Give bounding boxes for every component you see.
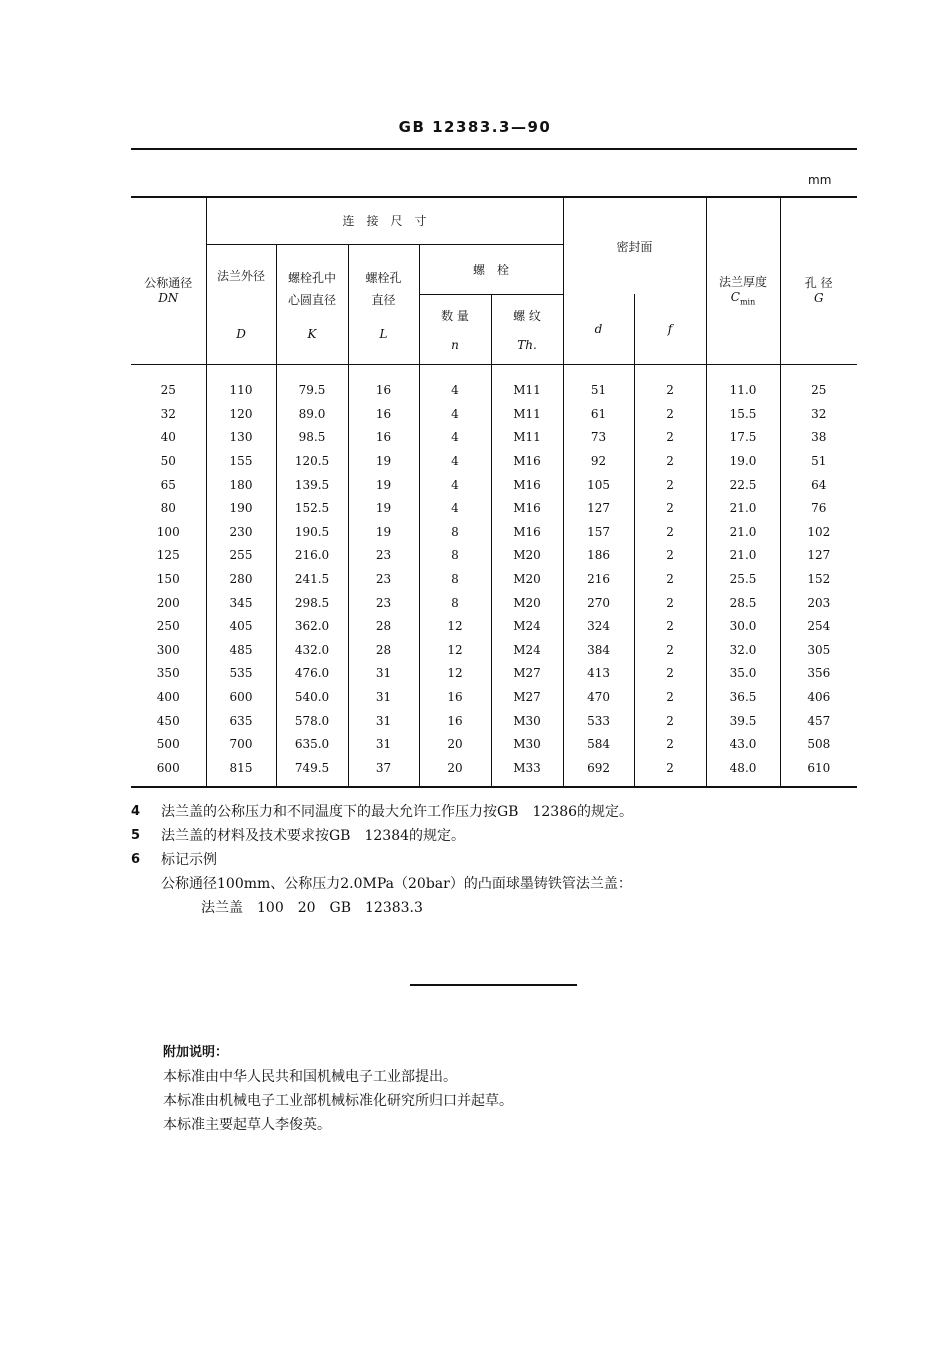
cell-d: 230 (206, 520, 276, 544)
cell-dn: 40 (160, 430, 176, 445)
cell-th: M33 (491, 756, 563, 787)
cell-k: 476.0 (276, 662, 348, 686)
cell-seal-f: 2 (634, 544, 706, 568)
cell-seal-d: 127 (563, 496, 634, 520)
cell-seal-f: 2 (634, 364, 706, 402)
table-row (131, 449, 857, 473)
cell-l: 31 (348, 709, 419, 733)
cell-l: 19 (348, 449, 419, 473)
cell-seal-f: 2 (634, 426, 706, 450)
cell-d: 405 (206, 614, 276, 638)
cell-seal-d: 186 (563, 544, 634, 568)
cell-th: M16 (491, 520, 563, 544)
cell-g: 38 (780, 426, 857, 450)
cell-seal-d: 533 (563, 709, 634, 733)
cell-cmin: 43.0 (706, 732, 780, 756)
cell-k: 79.5 (276, 364, 348, 402)
table-row (131, 364, 857, 402)
cell-l: 31 (348, 685, 419, 709)
cell-k: 152.5 (276, 496, 348, 520)
header-bolt-hole: 螺栓孔直径 L (348, 244, 419, 364)
cell-th: M27 (491, 662, 563, 686)
table-row (131, 402, 857, 426)
cell-seal-d: 216 (563, 567, 634, 591)
header-bolt-count: 数 量 n (419, 294, 491, 364)
cell-d: 815 (206, 756, 276, 787)
cell-k: 432.0 (276, 638, 348, 662)
additional-notes-title: 附加说明： (163, 1045, 229, 1060)
header-nominal-dn: 公称通径 DN (131, 197, 206, 364)
standard-code-header: GB 12383.3—90 (398, 118, 552, 136)
note-text: 标记示例 (161, 852, 217, 868)
table-row (131, 732, 857, 756)
cell-n: 16 (419, 685, 491, 709)
cell-seal-d: 157 (563, 520, 634, 544)
cell-th: M20 (491, 567, 563, 591)
cell-seal-f: 2 (634, 449, 706, 473)
cell-d: 280 (206, 567, 276, 591)
cell-dn: 300 (156, 642, 180, 657)
cell-g: 508 (780, 732, 857, 756)
additional-note-line: 本标准由中华人民共和国机械电子工业部提出。 (163, 1069, 457, 1085)
cell-n: 20 (419, 756, 491, 787)
cell-k: 362.0 (276, 614, 348, 638)
cell-th: M16 (491, 496, 563, 520)
cell-n: 12 (419, 614, 491, 638)
cell-g: 64 (780, 473, 857, 497)
table-row (131, 520, 857, 544)
cell-dn: 400 (156, 690, 180, 705)
cell-l: 31 (348, 732, 419, 756)
cell-seal-d: 51 (563, 364, 634, 402)
cell-seal-d: 692 (563, 756, 634, 787)
header-seal-f: f (634, 294, 706, 364)
cell-dn: 350 (156, 666, 180, 681)
header-seal-d: d (563, 294, 634, 364)
cell-cmin: 21.0 (706, 520, 780, 544)
cell-n: 8 (419, 520, 491, 544)
cell-cmin: 32.0 (706, 638, 780, 662)
cell-cmin: 19.0 (706, 449, 780, 473)
unit-label: mm (808, 173, 832, 187)
cell-seal-f: 2 (634, 496, 706, 520)
additional-note-line: 本标准主要起草人李俊英。 (163, 1117, 331, 1133)
cell-n: 12 (419, 662, 491, 686)
cell-seal-d: 324 (563, 614, 634, 638)
cell-th: M30 (491, 709, 563, 733)
cell-k: 749.5 (276, 756, 348, 787)
cell-g: 203 (780, 591, 857, 615)
cell-n: 4 (419, 473, 491, 497)
header-group-connection: 连 接 尺 寸 (206, 197, 563, 244)
cell-seal-f: 2 (634, 709, 706, 733)
cell-th: M20 (491, 591, 563, 615)
cell-d: 345 (206, 591, 276, 615)
cell-k: 120.5 (276, 449, 348, 473)
cell-dn: 200 (156, 595, 180, 610)
cell-seal-d: 270 (563, 591, 634, 615)
cell-d: 120 (206, 402, 276, 426)
cell-g: 406 (780, 685, 857, 709)
cell-k: 98.5 (276, 426, 348, 450)
cell-dn: 80 (160, 501, 176, 516)
cell-th: M11 (491, 426, 563, 450)
cell-d: 130 (206, 426, 276, 450)
cell-seal-d: 384 (563, 638, 634, 662)
cell-d: 155 (206, 449, 276, 473)
table-row (131, 662, 857, 686)
cell-th: M24 (491, 638, 563, 662)
cell-l: 23 (348, 544, 419, 568)
cell-d: 485 (206, 638, 276, 662)
table-row (131, 567, 857, 591)
cell-seal-d: 470 (563, 685, 634, 709)
cell-th: M20 (491, 544, 563, 568)
cell-dn: 150 (156, 572, 180, 587)
cell-g: 457 (780, 709, 857, 733)
note-number: 6 (131, 852, 141, 867)
cell-cmin: 48.0 (706, 756, 780, 787)
cell-seal-f: 2 (634, 402, 706, 426)
table-row (131, 638, 857, 662)
cell-seal-f: 2 (634, 567, 706, 591)
cell-cmin: 11.0 (706, 364, 780, 402)
cell-g: 102 (780, 520, 857, 544)
cell-th: M11 (491, 402, 563, 426)
cell-dn: 450 (156, 713, 180, 728)
cell-th: M16 (491, 473, 563, 497)
additional-note-line: 本标准由机械电子工业部机械标准化研究所归口并起草。 (163, 1093, 513, 1109)
table-row (131, 614, 857, 638)
cell-dn: 100 (156, 524, 180, 539)
cell-n: 16 (419, 709, 491, 733)
cell-n: 4 (419, 426, 491, 450)
cell-l: 19 (348, 520, 419, 544)
cell-g: 356 (780, 662, 857, 686)
cell-seal-f: 2 (634, 732, 706, 756)
cell-l: 37 (348, 756, 419, 787)
cell-cmin: 39.5 (706, 709, 780, 733)
cell-n: 4 (419, 364, 491, 402)
cell-seal-f: 2 (634, 638, 706, 662)
cell-l: 19 (348, 473, 419, 497)
header-rule (131, 148, 857, 150)
cell-seal-f: 2 (634, 756, 706, 787)
cell-l: 19 (348, 496, 419, 520)
cell-l: 31 (348, 662, 419, 686)
cell-cmin: 22.5 (706, 473, 780, 497)
cell-cmin: 21.0 (706, 496, 780, 520)
header-thickness: 法兰厚度 $C_{min}$ (706, 197, 780, 364)
header-bolt-circle: 螺栓孔中心圆直径 K (276, 244, 348, 364)
cell-l: 16 (348, 402, 419, 426)
note-text: 法兰盖的材料及技术要求按GB 12384的规定。 (161, 828, 466, 844)
note-4 (131, 800, 851, 824)
cell-d: 700 (206, 732, 276, 756)
note-number: 4 (131, 804, 141, 819)
cell-g: 76 (780, 496, 857, 520)
cell-cmin: 28.5 (706, 591, 780, 615)
marking-example-description: 公称通径100mm、公称压力2.0MPa（20bar）的凸面球墨铸铁管法兰盖： (161, 876, 632, 892)
cell-cmin: 25.5 (706, 567, 780, 591)
cell-d: 255 (206, 544, 276, 568)
cell-th: M24 (491, 614, 563, 638)
cell-dn: 25 (160, 383, 176, 398)
cell-seal-f: 2 (634, 614, 706, 638)
cell-k: 190.5 (276, 520, 348, 544)
flange-cover-dimension-table (131, 196, 857, 788)
table-row (131, 496, 857, 520)
cell-dn: 250 (156, 619, 180, 634)
cell-l: 16 (348, 364, 419, 402)
header-group-seal: 密封面 (563, 197, 706, 294)
cell-seal-d: 73 (563, 426, 634, 450)
table-row (131, 709, 857, 733)
end-separator-rule (410, 984, 577, 986)
header-flange-od: 法兰外径 D (206, 244, 276, 364)
cell-g: 305 (780, 638, 857, 662)
cell-k: 298.5 (276, 591, 348, 615)
cell-d: 635 (206, 709, 276, 733)
cell-k: 216.0 (276, 544, 348, 568)
cell-d: 180 (206, 473, 276, 497)
header-thread: 螺 纹 Th. (491, 294, 563, 364)
header-group-bolt: 螺 栓 (419, 244, 563, 294)
cell-g: 25 (780, 364, 857, 402)
cell-seal-d: 61 (563, 402, 634, 426)
cell-g: 152 (780, 567, 857, 591)
header-bore: 孔 径 G (780, 197, 857, 364)
cell-dn: 65 (160, 477, 176, 492)
table-row (131, 473, 857, 497)
cell-n: 12 (419, 638, 491, 662)
cell-k: 635.0 (276, 732, 348, 756)
marking-example-designation: 法兰盖 100 20 GB 12383.3 (201, 900, 423, 916)
cell-k: 578.0 (276, 709, 348, 733)
cell-dn: 32 (160, 406, 176, 421)
cell-seal-f: 2 (634, 473, 706, 497)
cell-n: 20 (419, 732, 491, 756)
cell-dn: 500 (156, 737, 180, 752)
cell-k: 89.0 (276, 402, 348, 426)
cell-n: 8 (419, 567, 491, 591)
cell-l: 28 (348, 638, 419, 662)
cell-g: 51 (780, 449, 857, 473)
cell-k: 241.5 (276, 567, 348, 591)
cell-n: 8 (419, 591, 491, 615)
cell-n: 4 (419, 402, 491, 426)
table-row (131, 756, 857, 787)
cell-cmin: 21.0 (706, 544, 780, 568)
cell-th: M30 (491, 732, 563, 756)
cell-g: 32 (780, 402, 857, 426)
table-row (131, 544, 857, 568)
cell-seal-f: 2 (634, 591, 706, 615)
cell-th: M11 (491, 364, 563, 402)
cell-g: 610 (780, 756, 857, 787)
cell-l: 23 (348, 591, 419, 615)
cell-g: 254 (780, 614, 857, 638)
cell-k: 139.5 (276, 473, 348, 497)
note-number: 5 (131, 828, 141, 843)
cell-l: 23 (348, 567, 419, 591)
cell-th: M16 (491, 449, 563, 473)
cell-k: 540.0 (276, 685, 348, 709)
table-row (131, 685, 857, 709)
table-row (131, 591, 857, 615)
cell-d: 600 (206, 685, 276, 709)
cell-seal-d: 105 (563, 473, 634, 497)
cell-seal-f: 2 (634, 662, 706, 686)
cell-n: 8 (419, 544, 491, 568)
cell-dn: 125 (156, 548, 180, 563)
cell-n: 4 (419, 449, 491, 473)
cell-cmin: 15.5 (706, 402, 780, 426)
notes-section (131, 800, 851, 920)
cell-cmin: 17.5 (706, 426, 780, 450)
cell-seal-d: 584 (563, 732, 634, 756)
additional-notes (163, 1041, 513, 1137)
cell-l: 16 (348, 426, 419, 450)
cell-dn: 600 (131, 756, 206, 787)
cell-seal-f: 2 (634, 520, 706, 544)
cell-d: 110 (206, 364, 276, 402)
cell-g: 127 (780, 544, 857, 568)
cell-l: 28 (348, 614, 419, 638)
table-row (131, 426, 857, 450)
cell-dn: 50 (160, 454, 176, 469)
note-6 (131, 848, 851, 872)
cell-cmin: 30.0 (706, 614, 780, 638)
cell-seal-f: 2 (634, 685, 706, 709)
note-text: 法兰盖的公称压力和不同温度下的最大允许工作压力按GB 12386的规定。 (161, 804, 634, 820)
cell-seal-d: 92 (563, 449, 634, 473)
note-5 (131, 824, 851, 848)
cell-seal-d: 413 (563, 662, 634, 686)
cell-d: 190 (206, 496, 276, 520)
cell-th: M27 (491, 685, 563, 709)
cell-cmin: 36.5 (706, 685, 780, 709)
cell-d: 535 (206, 662, 276, 686)
cell-cmin: 35.0 (706, 662, 780, 686)
cell-n: 4 (419, 496, 491, 520)
